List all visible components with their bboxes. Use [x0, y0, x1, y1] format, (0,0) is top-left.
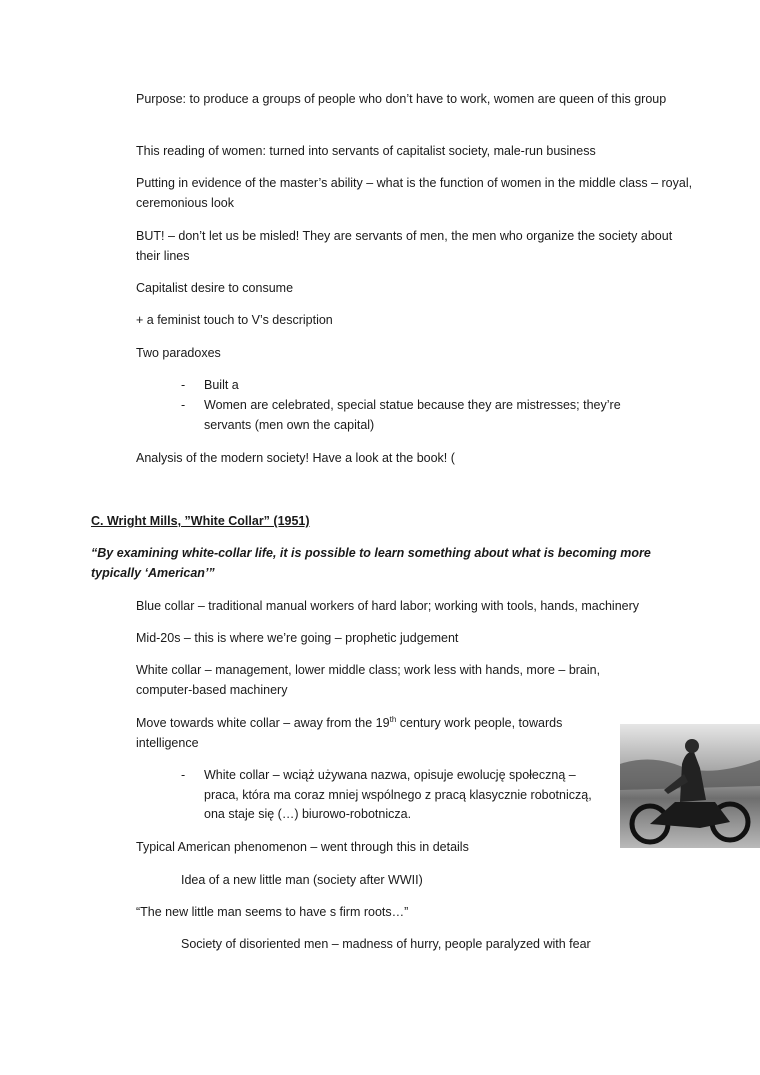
move-text: Move towards white collar – away from the 19	[136, 716, 390, 730]
move-superscript: th	[389, 714, 397, 724]
paragraph-but: BUT! – don’t let us be misled! They are servants of men, the men who organize the society about their lines	[136, 229, 673, 263]
bullet-text: White collar – wciąż używana nazwa, opisuje ewolucję społeczną – praca, która ma coraz mniej wspólnego z pracą klasycznie robotniczą, ona staje się (…) biurowo-robotnicza.	[204, 768, 592, 821]
move-text-rest: century work people, towards intelligence	[136, 716, 563, 750]
paragraph-paradoxes: Two paradoxes	[136, 346, 221, 360]
section-quote: “By examining white-collar life, it is possible to learn something about what is becoming more typically ‘American’”	[91, 546, 651, 580]
paragraph-analysis: Analysis of the modern society! Have a look at the book! (	[136, 451, 455, 465]
motorcycle-photo	[620, 724, 760, 848]
bullet-dash: -	[181, 768, 186, 782]
bullet-dash: -	[181, 398, 186, 412]
bullet-dash: -	[181, 378, 186, 392]
paragraph-capitalist: Capitalist desire to consume	[136, 281, 294, 295]
paragraph-blue-collar: Blue collar – traditional manual workers of hard labor; working with tools, hands, machinery	[136, 599, 640, 613]
paragraph-new-little-man: “The new little man seems to have s firm roots…”	[136, 905, 409, 919]
paragraph-white-collar: White collar – management, lower middle class; work less with hands, more – brain, computer-based machinery	[136, 663, 601, 697]
paragraph-feminist: + a feminist touch to V’s description	[136, 313, 333, 327]
paragraph-mid-20s: Mid-20s – this is where we’re going – prophetic judgement	[136, 631, 459, 645]
paragraph-typical: Typical American phenomenon – went through this in details	[136, 840, 469, 854]
paragraph-reading: This reading of women: turned into servants of capitalist society, male-run business	[136, 144, 596, 158]
paragraph-society: Society of disoriented men – madness of hurry, people paralyzed with fear	[181, 937, 591, 951]
paragraph-purpose: Purpose: to produce a groups of people who don’t have to work, women are queen of this group	[136, 92, 667, 106]
bullet-text: Built a	[204, 378, 239, 392]
bullet-text: Women are celebrated, special statue because they are mistresses; they’re servants (men own the capital)	[204, 398, 621, 432]
section-heading: C. Wright Mills, ”White Collar” (1951)	[91, 514, 310, 528]
paragraph-move	[136, 714, 606, 753]
paragraph-idea: Idea of a new little man (society after WWII)	[181, 873, 423, 887]
paragraph-putting: Putting in evidence of the master’s ability – what is the function of women in the middle class – royal, ceremonious look	[136, 176, 693, 210]
